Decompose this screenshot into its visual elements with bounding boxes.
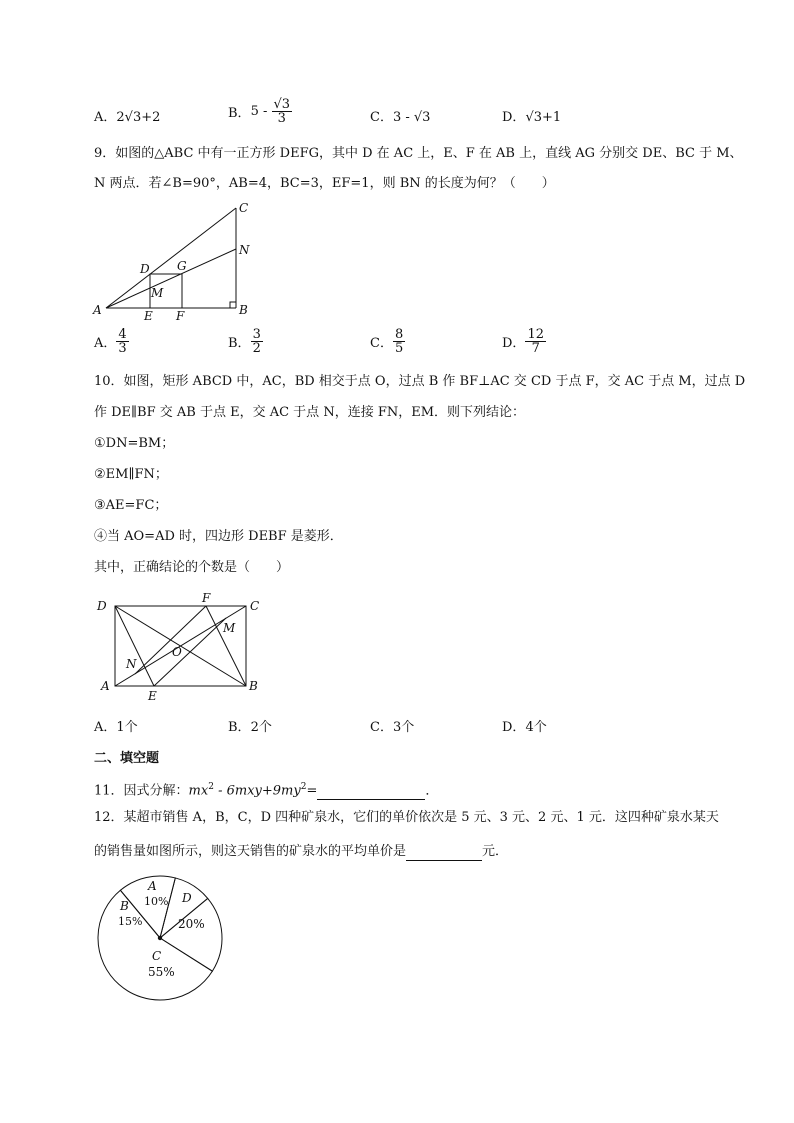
q8-option-c-label: C． xyxy=(370,110,393,125)
q8-option-a-text: 2√3+2 xyxy=(116,110,161,125)
q9-option-a-den: 3 xyxy=(118,341,127,356)
pie-label-d-name: D xyxy=(182,891,192,905)
q10-option-a xyxy=(94,716,138,735)
q10-label-e: E xyxy=(148,689,157,703)
q11-sup-1: 2 xyxy=(208,782,214,792)
q12-answer-blank[interactable] xyxy=(406,846,482,861)
q10-conclusion-4: ④当 AO=AD 时，四边形 DEBF 是菱形． xyxy=(94,529,343,544)
pie-label-d-pct: 20% xyxy=(178,917,205,931)
pie-slice-d xyxy=(160,898,222,971)
q10-option-c-text: 3个 xyxy=(392,720,415,735)
pie-label-b-name: B xyxy=(120,899,129,913)
q9-label-e: E xyxy=(144,309,153,323)
q10-conclusion-2: ②EM∥FN； xyxy=(94,467,168,482)
q8-option-c xyxy=(370,106,430,125)
q10-question: 其中，正确结论的个数是（ ） xyxy=(94,560,290,575)
q9-option-d xyxy=(502,328,546,355)
q11-prefix: 11．因式分解： xyxy=(94,783,189,799)
q9-option-c xyxy=(370,328,405,355)
q9-option-a-label: A． xyxy=(94,336,117,351)
q10-option-d-label: D． xyxy=(502,720,526,735)
q8-option-c-text: 3 - √3 xyxy=(392,110,431,125)
q8-option-a-label: A． xyxy=(94,110,117,125)
q9-label-g: G xyxy=(177,259,187,273)
q9-option-b xyxy=(228,328,263,355)
q10-figure xyxy=(92,590,272,705)
q8-option-d xyxy=(502,106,561,125)
q10-option-b-text: 2个 xyxy=(250,720,272,735)
q10-option-b-label: B． xyxy=(228,720,251,735)
q9-label-m: M xyxy=(151,286,164,300)
q9-option-a-fraction xyxy=(116,328,128,355)
q8-option-b-pre: 5 - xyxy=(250,104,272,119)
q9-option-c-fraction xyxy=(393,328,405,355)
q10-option-d-text: 4个 xyxy=(525,720,547,735)
q9-label-d: D xyxy=(140,262,150,276)
q10-option-b xyxy=(228,716,272,735)
q9-figure xyxy=(90,198,260,323)
q9-option-b-den: 2 xyxy=(252,341,261,356)
q10-option-a-label: A． xyxy=(94,720,117,735)
q11-answer-blank[interactable] xyxy=(317,785,425,800)
q9-label-c: C xyxy=(239,201,249,215)
q8-option-d-text: √3+1 xyxy=(525,110,562,125)
q10-option-c-label: C． xyxy=(370,720,393,735)
q10-conclusion-3: ③AE=FC； xyxy=(94,498,168,513)
q9-label-b: B xyxy=(239,303,248,317)
q10-conclusion-1: ①DN=BM； xyxy=(94,436,175,451)
q12-line-2-text: 的销售量如图所示，则这天销售的矿泉水的平均单价是 xyxy=(94,844,407,859)
q10-label-c: C xyxy=(250,599,260,613)
pie-label-b-pct: 15% xyxy=(118,915,143,928)
q10-segment-fn xyxy=(135,606,206,674)
q9-option-d-fraction xyxy=(525,328,546,355)
q9-option-c-label: C． xyxy=(370,336,393,351)
pie-label-a-name: A xyxy=(148,879,157,893)
q11-equals: = xyxy=(306,783,318,799)
q11-expr-b: - 6mxy+9my xyxy=(213,783,301,799)
q8-option-b-den: 3 xyxy=(277,111,286,126)
pie-label-c-pct: 55% xyxy=(148,965,175,979)
q8-option-d-label: D． xyxy=(502,110,526,125)
q12-pie-chart xyxy=(92,868,232,1008)
q10-line-2: 作 DE∥BF 交 AB 于点 E，交 AC 于点 N，连接 FN，EM．则下列结论： xyxy=(94,405,526,420)
q9-option-d-den: 7 xyxy=(531,341,540,356)
q9-option-b-fraction xyxy=(251,328,263,355)
q10-label-a: A xyxy=(101,679,110,693)
q12-line-2 xyxy=(94,843,508,861)
q10-label-o: O xyxy=(172,645,182,659)
q9-label-n: N xyxy=(239,243,250,257)
q8-option-b-fraction xyxy=(272,98,293,125)
q8-option-b xyxy=(228,98,292,125)
q10-option-c xyxy=(370,716,414,735)
q10-segment-em xyxy=(154,618,226,686)
q9-option-a xyxy=(94,328,129,355)
q9-label-a: A xyxy=(93,303,102,317)
q11-sup-2: 2 xyxy=(300,782,307,792)
q9-option-a-num: 4 xyxy=(118,327,127,342)
q9-option-c-num: 8 xyxy=(394,327,404,342)
q9-option-b-label: B． xyxy=(228,336,251,351)
q8-option-b-num: √3 xyxy=(273,97,291,112)
pie-center-dot xyxy=(158,936,162,940)
pie-label-a-pct: 10% xyxy=(144,895,169,908)
q11-end: ． xyxy=(425,783,439,799)
q10-label-m: M xyxy=(223,621,236,635)
q9-line-2: N 两点．若∠B=90°，AB=4，BC=3，EF=1，则 BN 的长度为何？（ ） xyxy=(94,176,555,191)
q10-option-a-text: 1个 xyxy=(116,720,138,735)
q9-line-1: 9．如图的△ABC 中有一正方形 DEFG，其中 D 在 AC 上，E、F 在 AB 上，直线 AG 分别交 DE、BC 于 M、 xyxy=(94,146,743,161)
q9-label-f: F xyxy=(176,309,185,323)
q10-line-1: 10．如图，矩形 ABCD 中，AC，BD 相交于点 O，过点 B 作 BF⊥AC 交 CD 于点 F，交 AC 于点 M，过点 D xyxy=(94,374,746,389)
q11-expr-a: mx xyxy=(188,783,209,799)
q10-label-d: D xyxy=(97,599,107,613)
q10-label-f: F xyxy=(202,591,211,605)
q9-right-angle-mark xyxy=(230,302,236,308)
q10-label-b: B xyxy=(249,679,258,693)
q12-line-1: 12．某超市销售 A，B，C，D 四种矿泉水，它们的单价依次是 5 元、3 元、2 元、1 元．这四种矿泉水某天 xyxy=(94,810,719,825)
q9-option-b-num: 3 xyxy=(252,327,261,342)
section-title: 二、填空题 xyxy=(94,751,160,766)
q8-option-a xyxy=(94,106,160,125)
pie-label-c-name: C xyxy=(152,949,162,963)
q9-option-d-label: D． xyxy=(502,336,526,351)
q8-option-b-label: B． xyxy=(228,106,251,121)
q9-option-c-den: 5 xyxy=(394,341,404,356)
q9-option-d-num: 12 xyxy=(527,327,544,342)
q10-label-n: N xyxy=(126,657,137,671)
q10-option-d xyxy=(502,716,547,735)
q11-line xyxy=(94,778,438,800)
q12-unit: 元． xyxy=(482,844,509,859)
